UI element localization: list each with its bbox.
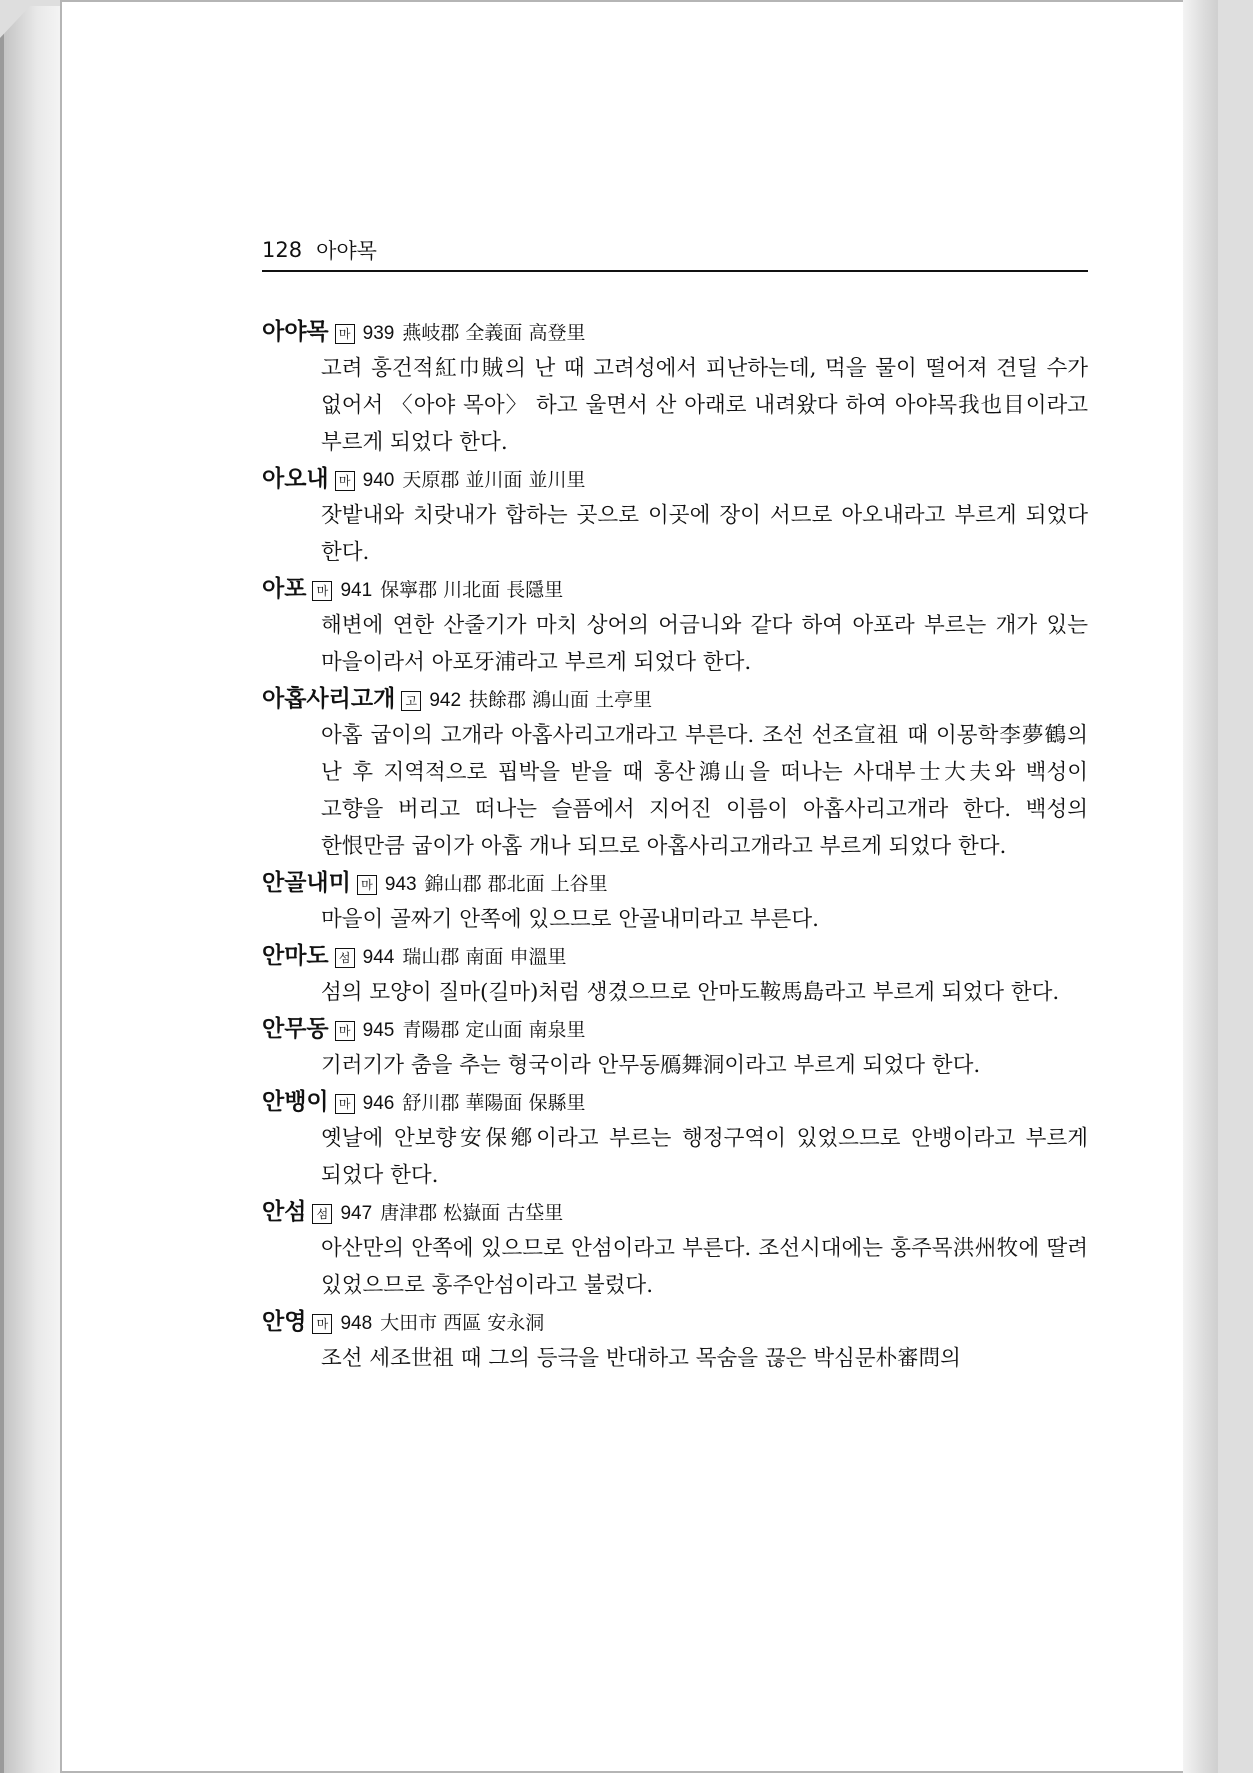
entry-term: 안무동 [262,1016,329,1042]
entry-category-tag: 마 [312,1314,332,1334]
entry-term: 아야목 [262,319,329,345]
entry-category-tag: 마 [312,581,332,601]
entry-description: 마을이 골짜기 안쪽에 있으므로 안골내미라고 부른다. [321,907,819,932]
entry-location: 唐津郡 松嶽面 古垈里 [380,1202,564,1224]
entry-heading [262,865,1088,901]
entry-description: 조선 세조世祖 때 그의 등극을 반대하고 목숨을 끊은 박심문朴審問의 [321,1346,961,1371]
entry-number: 942 [429,690,462,711]
entry-category-tag: 마 [335,471,355,491]
dictionary-entry [262,571,1088,681]
entry-term: 안골내미 [262,870,351,896]
entry-category-tag: 마 [335,324,355,344]
entry-heading [262,314,1088,350]
entry-location: 燕岐郡 全義面 高登里 [402,322,586,344]
entry-category-tag: 마 [357,875,377,895]
entry-number: 939 [362,323,395,344]
entry-description: 옛날에 안보향安保鄕이라고 부르는 행정구역이 있었으므로 안뱅이라고 부르게 되었다 한다. [321,1126,1088,1188]
running-header [262,230,1088,272]
entry-number: 943 [384,874,417,895]
entry-location: 大田市 西區 安永洞 [380,1312,545,1334]
running-head-title: 아야목 [316,239,377,263]
dictionary-entry [262,314,1088,461]
entry-description: 아산만의 안쪽에 있으므로 안섬이라고 부른다. 조선시대에는 홍주목洪州牧에 딸려 있었으므로 홍주안섬이라고 불렀다. [321,1236,1088,1298]
entry-description: 고려 홍건적紅巾賊의 난 때 고려성에서 피난하는데, 먹을 물이 떨어져 견딜 수가 없어서 〈아야 목아〉 하고 울면서 산 아래로 내려왔다 하여 아야목我也目이라고 부르게 되었다 한다. [321,356,1088,455]
entry-category-tag: 마 [335,1094,355,1114]
entry-category-tag: 섬 [335,948,355,968]
entry-location: 瑞山郡 南面 申溫里 [402,946,567,968]
dictionary-entry [262,1084,1088,1194]
entry-description: 아홉 굽이의 고개라 아홉사리고개라고 부른다. 조선 선조宣祖 때 이몽학李夢鶴의 난 후 지역적으로 핍박을 받을 때 홍산鴻山을 떠나는 사대부士大夫와 백성이 고향을 버리고 떠나는 슬픔에서 지어진 이름이 아홉사리고개라 한다. 백성의 한恨만큼 굽이가 아홉 개나 되므로 아홉사리고개라고 부르게 되었다 한다. [321,723,1088,859]
entry-number: 940 [362,470,395,491]
entry-number: 946 [362,1093,395,1114]
entry-category-tag: 마 [335,1021,355,1041]
entry-number: 944 [362,947,395,968]
entry-description: 기러기가 춤을 추는 형국이라 안무동鴈舞洞이라고 부르게 되었다 한다. [321,1053,981,1078]
entry-heading [262,1304,1088,1340]
entry-location: 天原郡 並川面 並川里 [402,469,586,491]
entry-number: 945 [362,1020,395,1041]
entry-location: 扶餘郡 鴻山面 土亭里 [469,689,653,711]
dictionary-entry [262,1011,1088,1084]
entry-heading [262,461,1088,497]
entry-description: 잣밭내와 치랏내가 합하는 곳으로 이곳에 장이 서므로 아오내라고 부르게 되었다 한다. [321,503,1088,565]
entry-number: 948 [340,1313,373,1334]
entry-location: 舒川郡 華陽面 保縣里 [402,1092,586,1114]
entry-heading [262,681,1088,717]
page-number: 128 [262,238,303,262]
entry-heading [262,1084,1088,1120]
entry-term: 안영 [262,1309,307,1335]
dictionary-entries [262,314,1088,1377]
entry-term: 아홉사리고개 [262,686,396,712]
entry-heading [262,1194,1088,1230]
entry-category-tag: 고 [401,691,421,711]
dictionary-entry [262,1194,1088,1304]
entry-description: 해변에 연한 산줄기가 마치 상어의 어금니와 같다 하여 아포라 부르는 개가 있는 마을이라서 아포牙浦라고 부르게 되었다 한다. [321,613,1088,675]
dictionary-entry [262,865,1088,938]
dictionary-entry [262,938,1088,1011]
entry-heading [262,571,1088,607]
entry-heading [262,1011,1088,1047]
entry-category-tag: 섬 [312,1204,332,1224]
entry-term: 아오내 [262,466,329,492]
entry-location: 青陽郡 定山面 南泉里 [402,1019,586,1041]
entry-term: 안섬 [262,1199,307,1225]
dictionary-entry [262,681,1088,865]
entry-description: 섬의 모양이 질마(길마)처럼 생겼으므로 안마도鞍馬島라고 부르게 되었다 한다. [321,980,1060,1005]
dictionary-entry [262,461,1088,571]
page-edge-shadow [1183,0,1218,1773]
entry-number: 941 [340,580,373,601]
entry-term: 안마도 [262,943,329,969]
entry-number: 947 [340,1203,373,1224]
dictionary-entry [262,1304,1088,1377]
entry-location: 錦山郡 郡北面 上谷里 [424,873,608,895]
entry-heading [262,938,1088,974]
entry-term: 아포 [262,576,307,602]
entry-term: 안뱅이 [262,1089,329,1115]
book-spine [0,6,68,1773]
entry-location: 保寧郡 川北面 長隱里 [380,579,564,601]
